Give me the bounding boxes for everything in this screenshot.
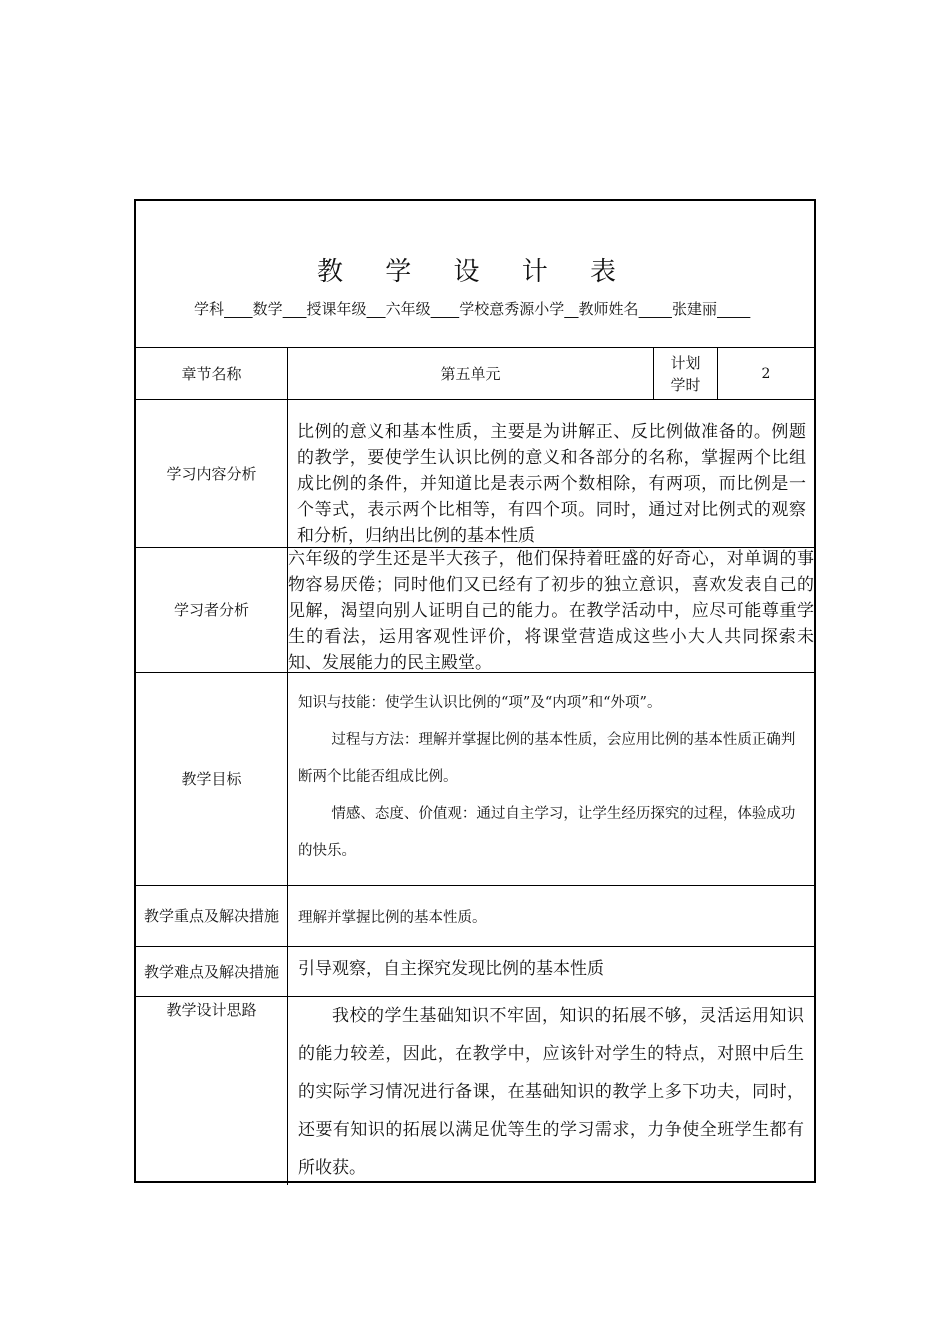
header-info-line [194, 298, 750, 319]
subject-label: 学科 [194, 300, 225, 318]
chapter-row [136, 347, 814, 399]
subject-value: 数学 [252, 300, 283, 318]
grade-label: 授课年级 [306, 300, 367, 318]
learner-analysis-text: 六年级的学生还是半大孩子，他们保持着旺盛的好奇心，对单调的事物容易厌倦；同时他们又已经有了初步的独立意识，喜欢发表自己的见解，渴望向别人证明自己的能力。在教学活动中，应尽可能尊重学生的看法，运用客观性评价，将课堂营造成这些小大人共同探索未知、发展能力的民主殿堂。 [288, 549, 814, 673]
content-analysis-text: 比例的意义和基本性质，主要是为讲解正、反比例做准备的。例题的教学，要使学生认识比例的意义和各部分的名称，掌握两个比组成比例的条件，并知道比是表示两个数相除，有两项，而比例是一个等式，表示两个比相等，有四个项。同时，通过对比例式的观察和分析，归纳出比例的基本性质 [297, 422, 806, 546]
content-analysis-row [136, 399, 814, 547]
planned-hours-value: 2 [761, 365, 771, 382]
key-points-label: 教学重点及解决措施 [136, 886, 288, 946]
key-points-row [136, 885, 814, 946]
design-idea-label: 教学设计思路 [136, 997, 288, 1185]
planned-hours-label: 计划学时 [654, 348, 718, 399]
school-value: 意秀源小学 [489, 300, 565, 318]
difficulties-row [136, 946, 814, 996]
teacher-value: 张建丽 [671, 300, 717, 318]
objective-knowledge-skills: 知识与技能：使学生认识比例的“项”及“内项”和“外项”。 [298, 695, 662, 711]
lesson-design-table [134, 199, 816, 1183]
difficulties-label: 教学难点及解决措施 [136, 947, 288, 996]
objectives-row [136, 672, 814, 885]
objective-process-methods: 过程与方法：理解并掌握比例的基本性质，会应用比例的基本性质正确判断两个比能否组成比例。 [298, 732, 796, 785]
content-analysis-label: 学习内容分析 [136, 400, 288, 547]
key-points-text: 理解并掌握比例的基本性质。 [298, 909, 487, 926]
objective-attitudes-values: 情感、态度、价值观：通过自主学习，让学生经历探究的过程，体验成功的快乐。 [298, 806, 796, 859]
teacher-label: 教师姓名 [578, 300, 639, 318]
learner-analysis-label: 学习者分析 [136, 548, 288, 672]
school-label: 学校 [459, 300, 490, 318]
difficulties-text: 引导观察，自主探究发现比例的基本性质 [298, 959, 604, 979]
learner-analysis-row [136, 547, 814, 672]
design-idea-row [136, 996, 814, 1185]
document-title: 教 学 设 计 表 [316, 257, 634, 287]
objectives-label: 教学目标 [136, 673, 288, 885]
design-idea-text: 我校的学生基础知识不牢固，知识的拓展不够，灵活运用知识的能力较差，因此，在教学中，应该针对学生的特点，对照中后生的实际学习情况进行备课，在基础知识的教学上多下功夫，同时，还要有知识的拓展以满足优等生的学习需求，力争使全班学生都有所收获。 [298, 1006, 804, 1178]
chapter-value: 第五单元 [288, 348, 654, 399]
grade-value: 六年级 [385, 300, 431, 318]
chapter-label: 章节名称 [136, 348, 288, 399]
